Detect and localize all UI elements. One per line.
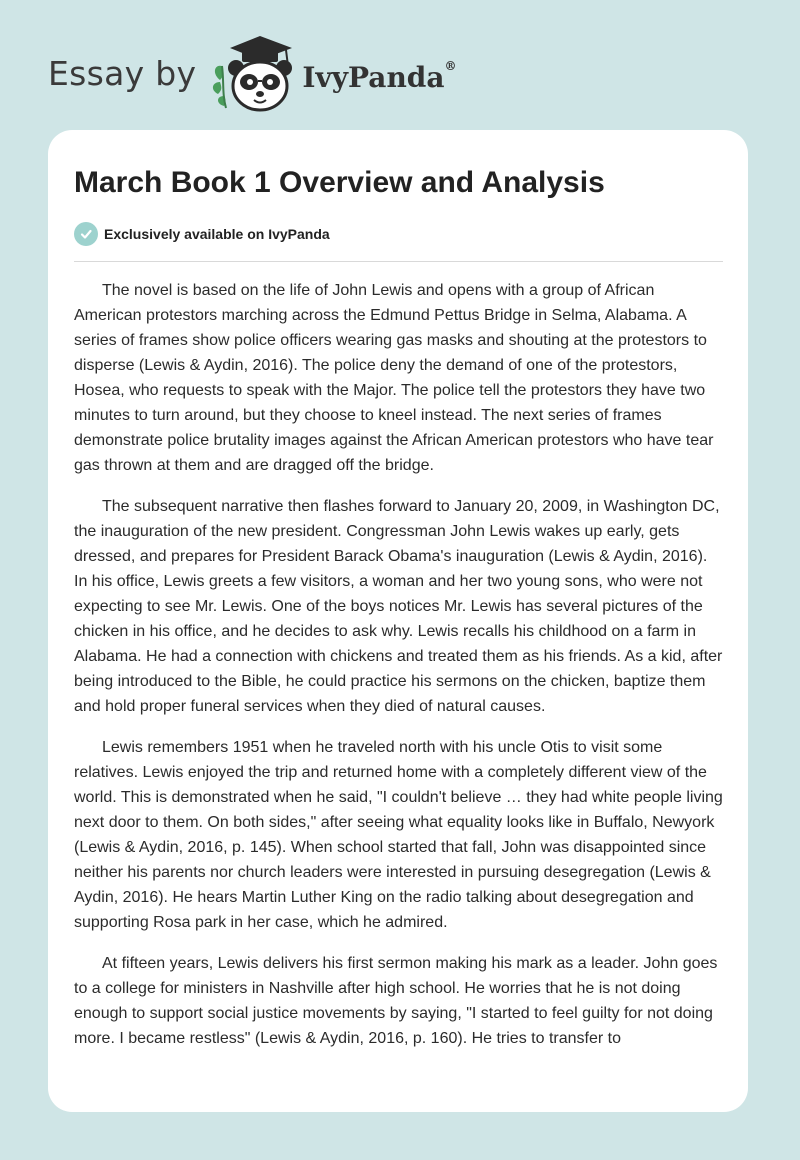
site-header [48, 28, 457, 118]
page-title: March Book 1 Overview and Analysis [74, 166, 605, 199]
paragraph: Lewis remembers 1951 when he traveled north with his uncle Otis to visit some relatives. Lewis enjoyed the trip and returned home with a completely different view of the world. This is demonstrated when he said, "I couldn't believe … they had white people living next door to them. On both sides," after seeing what equality looks like in Buffalo, Newyork (Lewis & Aydin, 2016, p. 145). When school started that fall, John was disappointed since neither his parents nor church leaders were interested in pursuing desegregation (Lewis & Aydin, 2016). He hears Martin Luther King on the radio talking about desegregation and supporting Rosa park in her case, which he admired. [74, 739, 723, 931]
ivypanda-logo[interactable] [210, 30, 456, 117]
panda-graduate-icon [210, 30, 296, 117]
badge-label: Exclusively available on IvyPanda [104, 226, 330, 242]
paragraph: At fifteen years, Lewis delivers his first sermon making his mark as a leader. John goes to a college for ministers in Nashville after high school. He worries that he is not doing enough to support social justice movements by saying, "I started to feel guilty for not doing more. I became restless" (Lewis & Aydin, 2016, p. 160). He tries to transfer to [74, 955, 718, 1047]
essay-card [48, 130, 748, 1112]
essay-by-label: Essay by [48, 53, 197, 93]
paragraph: The subsequent narrative then flashes forward to January 20, 2009, in Washington DC, the inauguration of the new president. Congressman John Lewis wakes up early, gets dressed, and prepares for President Barack Obama's inauguration (Lewis & Aydin, 2016). In his office, Lewis greets a few visitors, a woman and her two young sons, who were not expecting to see Mr. Lewis. One of the boys notices Mr. Lewis has several pictures of the chicken in his office, and he decides to ask why. Lewis recalls his childhood on a farm in Alabama. He had a connection with chickens and treated them as his friends. As a kid, after being introduced to the Bible, he could practice his sermons on the chicken, baptize them and hold proper funeral services when they died of natural causes. [74, 498, 723, 715]
divider [74, 261, 723, 262]
exclusive-badge [74, 222, 330, 246]
brand-name: IvyPanda® [302, 59, 457, 94]
check-icon [74, 222, 98, 246]
essay-body [74, 278, 724, 1067]
paragraph: The novel is based on the life of John Lewis and opens with a group of African American protestors marching across the Edmund Pettus Bridge in Selma, Alabama. A series of frames show police officers wearing gas masks and shouting at the protestors to disperse (Lewis & Aydin, 2016). The police deny the demand of one of the protestors, Hosea, who requests to speak with the Major. The police tell the protestors they have two minutes to turn around, but they choose to kneel instead. The next series of frames demonstrate police brutality images against the African American protestors who have tear gas thrown at them and are dragged off the bridge. [74, 282, 714, 474]
